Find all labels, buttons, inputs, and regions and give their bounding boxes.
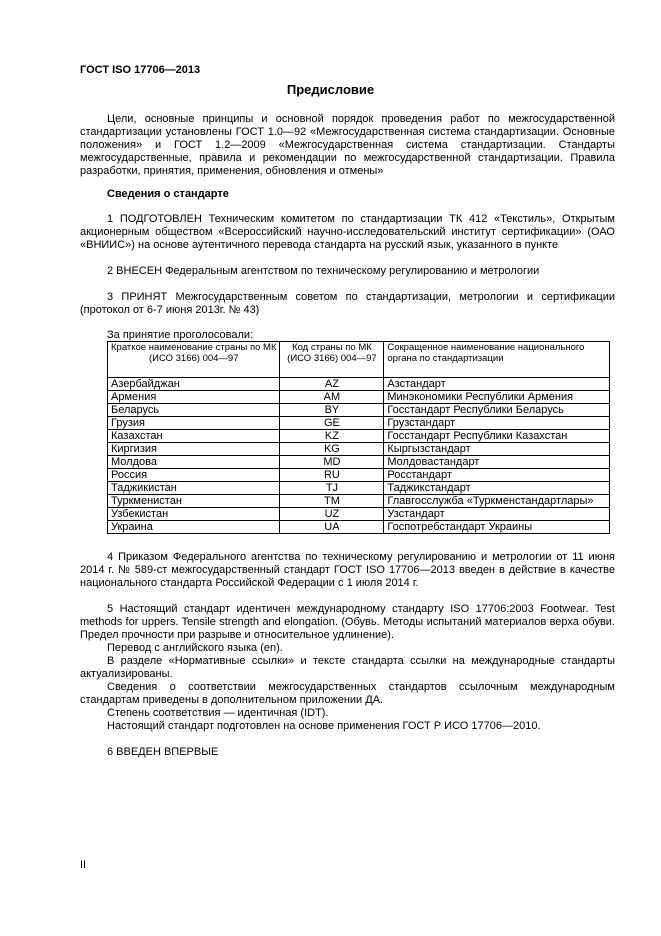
section-5-conformity: Сведения о соответствии межгосударственных стандартов ссылочным международным стандартам приведены в дополнительном приложении ДА. xyxy=(80,681,615,706)
section-6: 6 ВВЕДЕН ВПЕРВЫЕ xyxy=(107,746,219,758)
country-cell: Киргизия xyxy=(108,443,280,456)
country-cell: Туркменистан xyxy=(108,495,280,508)
country-cell: Казахстан xyxy=(108,430,280,443)
info-heading: Сведения о стандарте xyxy=(107,188,229,200)
organ-cell: Узстандарт xyxy=(384,508,610,521)
organ-cell: Госстандарт Республики Беларусь xyxy=(384,404,610,417)
page-number: II xyxy=(80,859,87,871)
code-cell: TM xyxy=(280,495,384,508)
code-cell: KZ xyxy=(280,430,384,443)
table-row xyxy=(108,482,610,495)
code-cell: MD xyxy=(280,456,384,469)
code-cell: RU xyxy=(280,469,384,482)
vote-label: За принятие проголосовали: xyxy=(107,329,254,341)
country-cell: Узбекистан xyxy=(108,508,280,521)
table-row xyxy=(108,404,610,417)
section-5-translation: Перевод с английского языка (en). xyxy=(107,642,283,654)
code-cell: AZ xyxy=(280,378,384,391)
voting-table xyxy=(107,341,610,534)
code-cell: UA xyxy=(280,521,384,534)
organ-cell: Таджикстандарт xyxy=(384,482,610,495)
table-row xyxy=(108,378,610,391)
organ-cell: Росстандарт xyxy=(384,469,610,482)
table-row xyxy=(108,495,610,508)
section-4: 4 Приказом Федерального агентства по техническому регулированию и метрологии от 11 июня 2014 г. № 589-ст межгосударственный стандарт ГОСТ ISO 17706—2013 введен в действие в качестве национального стандарта Российской Федерации с 1 июля 2014 г. xyxy=(80,551,615,589)
country-cell: Беларусь xyxy=(108,404,280,417)
country-cell: Азербайджан xyxy=(108,378,280,391)
organ-cell: Молдовастандарт xyxy=(384,456,610,469)
section-1: 1 ПОДГОТОВЛЕН Техническим комитетом по стандартизации ТК 412 «Текстиль», Открытым акционерным обществом «Всероссийский научно-исследовательский институт сертификации» (ОАО «ВНИИС») на основе аутентичного перевода стандарта на русский язык, указанного в пункте xyxy=(80,213,615,251)
table-row xyxy=(108,469,610,482)
header-organ: Сокращенное наименование национального органа по стандартизации xyxy=(384,342,610,378)
code-cell: KG xyxy=(280,443,384,456)
country-cell: Таджикистан xyxy=(108,482,280,495)
organ-cell: Грузстандарт xyxy=(384,417,610,430)
table-header-row xyxy=(108,342,610,378)
section-5: 5 Настоящий стандарт идентичен международному стандарту ISO 17706:2003 Footwear. Test methods for uppers. Tensile strength and elongation. (Обувь. Методы испытаний материалов верха обуви. Предел прочности при разрыве и относительное удлинение). xyxy=(80,603,615,641)
table-row xyxy=(108,430,610,443)
organ-cell: Госпотребстандарт Украины xyxy=(384,521,610,534)
page-title: Предисловие xyxy=(286,82,375,97)
code-cell: UZ xyxy=(280,508,384,521)
table-row xyxy=(108,443,610,456)
section-3: 3 ПРИНЯТ Межгосударственным советом по стандартизации, метрологии и сертификации (протокол от 6-7 июня 2013г. № 43) xyxy=(80,291,615,316)
organ-cell: Минэкономики Республики Армения xyxy=(384,391,610,404)
section-2: 2 ВНЕСЕН Федеральным агентством по техническому регулированию и метрологии xyxy=(107,265,540,277)
section-5-references: В разделе «Нормативные ссылки» и тексте стандарта ссылки на международные стандарты актуализированы. xyxy=(80,655,615,680)
document-header: ГОСТ ISO 17706—2013 xyxy=(80,64,201,76)
section-5-degree: Степень соответствия — идентичная (IDT). xyxy=(107,707,329,719)
code-cell: BY xyxy=(280,404,384,417)
organ-cell: Кыргызстандарт xyxy=(384,443,610,456)
organ-cell: Главгосслужба «Туркменстандартлары» xyxy=(384,495,610,508)
code-cell: GE xyxy=(280,417,384,430)
table-row xyxy=(108,508,610,521)
country-cell: Украина xyxy=(108,521,280,534)
country-cell: Армения xyxy=(108,391,280,404)
table-row xyxy=(108,521,610,534)
code-cell: TJ xyxy=(280,482,384,495)
header-country: Краткое наименование страны по МК (ИСО 3166) 004—97 xyxy=(108,342,280,378)
country-cell: Молдова xyxy=(108,456,280,469)
table-row xyxy=(108,391,610,404)
intro-paragraph: Цели, основные принципы и основной порядок проведения работ по межгосударственной стандартизации установлены ГОСТ 1.0—92 «Межгосударственная система стандартизации. Основные положения» и ГОСТ 1.2—2009 «Межгосударственная система стандартизации. Стандарты межгосударственные, правила и рекомендации по межгосударственной стандартизации. Правила разработки, принятия, применения, обновления и отмены» xyxy=(80,113,615,177)
country-cell: Россия xyxy=(108,469,280,482)
table-row xyxy=(108,456,610,469)
table-row xyxy=(108,417,610,430)
organ-cell: Госстандарт Республики Казахстан xyxy=(384,430,610,443)
section-5-basis: Настоящий стандарт подготовлен на основе применения ГОСТ Р ИСО 17706—2010. xyxy=(107,720,541,732)
code-cell: AM xyxy=(280,391,384,404)
country-cell: Грузия xyxy=(108,417,280,430)
header-code: Код страны по МК (ИСО 3166) 004—97 xyxy=(280,342,384,378)
organ-cell: Азстандарт xyxy=(384,378,610,391)
